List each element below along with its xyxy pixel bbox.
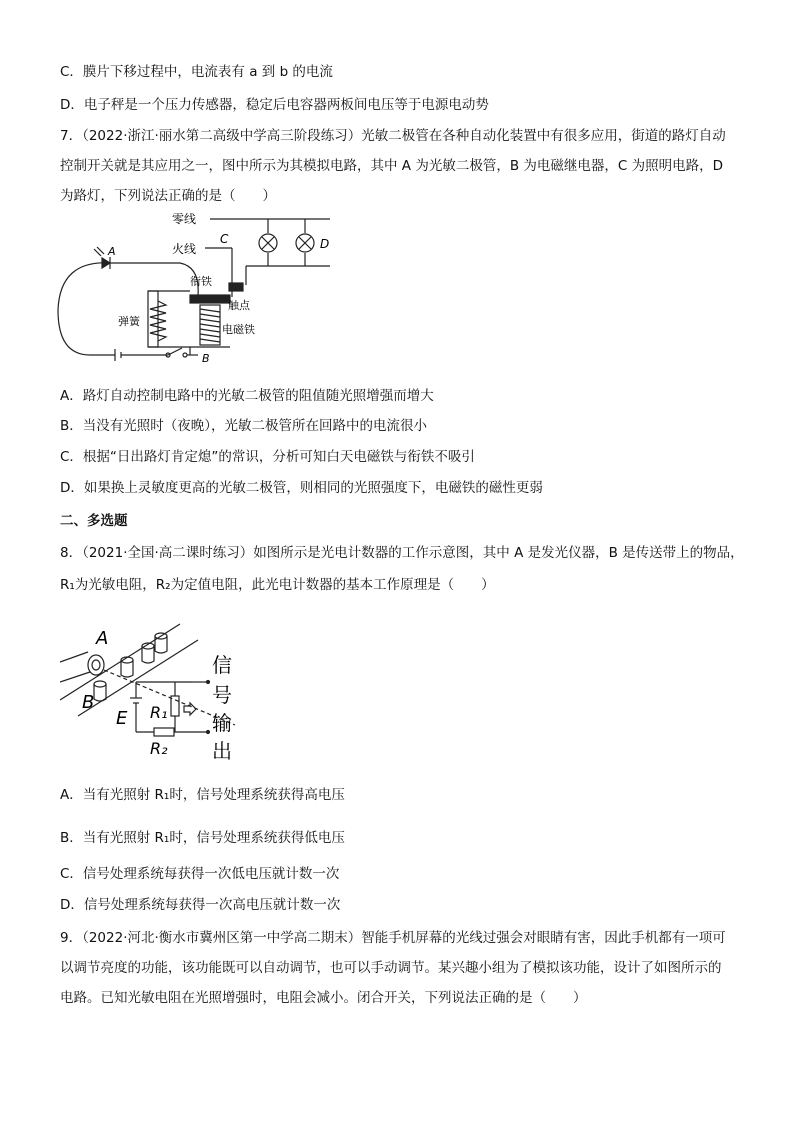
q9-stem-line2: 以调节亮度的功能，该功能既可以自动调节，也可以手动调节。某兴趣小组为了模拟该功能，设计了如图所示的 (60, 960, 722, 976)
q7-relay-circuit-figure (50, 205, 350, 375)
q7-option-b: B．当没有光照时（夜晚），光敏二极管所在回路中的电流很小 (60, 418, 428, 434)
q7-option-d: D．如果换上灵敏度更高的光敏二极管，则相同的光照强度下，电磁铁的磁性更弱 (60, 480, 543, 496)
q7-fig-b-label: B (202, 352, 210, 365)
q7-fig-electromagnet-label: 电磁铁 (222, 323, 255, 336)
q7-fig-spring-label: 弹簧 (118, 315, 140, 328)
q8-option-a: A．当有光照射 R₁时，信号处理系统获得高电压 (60, 787, 345, 803)
q8-fig-signal-char1: 信 (212, 653, 232, 677)
q7-stem-line2: 控制开关就是其应用之一，图中所示为其模拟电路，其中 A 为光敏二极管，B 为电磁继电器，C 为照明电路，D (60, 158, 723, 174)
q7-fig-c-label: C (220, 232, 229, 246)
q8-fig-signal-char3: 输 (212, 711, 232, 735)
q7-fig-live-label: 火线 (172, 242, 197, 256)
q8-option-b: B．当有光照射 R₁时，信号处理系统获得低电压 (60, 830, 345, 846)
q8-option-c: C．信号处理系统每获得一次低电压就计数一次 (60, 866, 340, 882)
q8-photoelectric-counter-figure (60, 620, 260, 765)
section-heading-multiple-choice: 二、多选题 (60, 513, 128, 529)
q6-option-d: D．电子秤是一个压力传感器，稳定后电容器两板间电压等于电源电动势 (60, 97, 489, 113)
q8-option-d: D．信号处理系统每获得一次高电压就计数一次 (60, 897, 341, 913)
q8-fig-r1-label: R₁ (150, 703, 168, 722)
q8-stem-line1: 8．（2021·全国·高二课时练习）如图所示是光电计数器的工作示意图，其中 A 是发光仪器，B 是传送带上的物品， (60, 545, 744, 561)
q8-stem-line2: R₁为光敏电阻，R₂为定值电阻，此光电计数器的基本工作原理是（ ） (60, 577, 495, 593)
q9-stem-line3: 电路。已知光敏电阻在光照增强时，电阻会减小。闭合开关，下列说法正确的是（ ） (60, 990, 587, 1006)
q7-fig-d-label: D (320, 237, 330, 251)
q8-fig-r2-label: R₂ (150, 739, 168, 758)
q7-fig-neutral-label: 零线 (172, 212, 197, 226)
q7-fig-contact-label: 触点 (228, 299, 250, 312)
q8-fig-b-label: B (82, 692, 95, 713)
q8-fig-signal-char4: 出 (212, 739, 232, 763)
q8-fig-e-label: E (116, 708, 128, 729)
q6-option-c: C．膜片下移过程中，电流表有 a 到 b 的电流 (60, 64, 333, 80)
q9-stem-line1: 9．（2022·河北·衡水市冀州区第一中学高二期末）智能手机屏幕的光线过强会对眼睛有害，因此手机都有一项可 (60, 930, 726, 946)
q7-option-c: C．根据“日出路灯肯定熄”的常识，分析可知白天电磁铁与衔铁不吸引 (60, 449, 475, 465)
q8-fig-signal-char2: 号 (212, 683, 232, 707)
q7-fig-a-label: A (108, 245, 116, 258)
q8-fig-a-label: A (96, 628, 109, 649)
q7-fig-armature-label: 衔铁 (190, 275, 212, 288)
q7-stem-line1: 7．（2022·浙江·丽水第二高级中学高三阶段练习）光敏二极管在各种自动化装置中有很多应用，街道的路灯自动 (60, 128, 726, 144)
q7-stem-line3: 为路灯，下列说法正确的是（ ） (60, 188, 276, 204)
q7-option-a: A．路灯自动控制电路中的光敏二极管的阻值随光照增强而增大 (60, 388, 434, 404)
